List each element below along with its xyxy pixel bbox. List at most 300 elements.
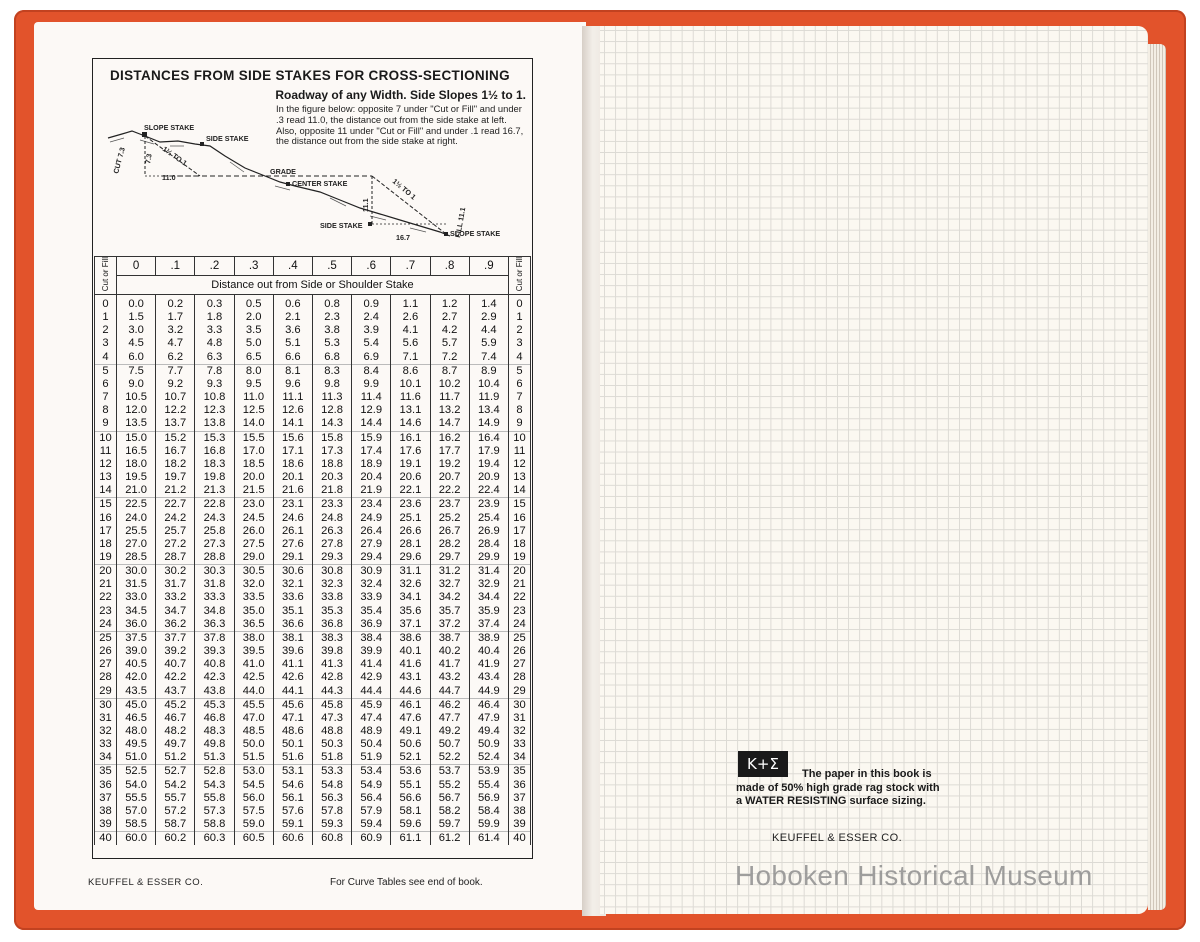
distance-cell: 32.7	[430, 578, 469, 591]
distance-cell: 26.6	[391, 525, 430, 538]
table-row	[95, 551, 531, 565]
distance-cell: 59.9	[469, 818, 508, 832]
row-label-right: 16	[509, 512, 531, 525]
table-row	[95, 364, 531, 378]
distance-cell: 0.6	[273, 295, 312, 312]
table-row	[95, 792, 531, 805]
distance-cell: 29.6	[391, 551, 430, 565]
row-label-left: 10	[95, 431, 117, 445]
distance-cell: 45.0	[117, 698, 156, 712]
table-row	[95, 417, 531, 431]
table-row	[95, 484, 531, 498]
row-label-left: 13	[95, 471, 117, 484]
footer-note: For Curve Tables see end of book.	[330, 877, 483, 888]
row-label-right: 33	[509, 738, 531, 751]
distance-cell: 53.4	[352, 765, 391, 779]
distance-cell: 59.7	[430, 818, 469, 832]
distance-cell: 28.4	[469, 538, 508, 551]
distance-cell: 28.5	[117, 551, 156, 565]
table-row	[95, 738, 531, 751]
distance-cell: 38.4	[352, 631, 391, 645]
distance-cell: 32.6	[391, 578, 430, 591]
row-label-right: 37	[509, 792, 531, 805]
distance-cell: 28.7	[156, 551, 195, 565]
distance-cell: 9.3	[195, 378, 234, 391]
distance-cell: 17.0	[234, 445, 273, 458]
row-label-right: 4	[509, 351, 531, 365]
distance-cell: 33.9	[352, 591, 391, 604]
distance-cell: 15.0	[117, 431, 156, 445]
row-label-left: 0	[95, 295, 117, 312]
distance-cell: 35.4	[352, 605, 391, 618]
distance-cell: 36.5	[234, 618, 273, 632]
distance-cell: 54.0	[117, 779, 156, 792]
distance-cell: 40.8	[195, 658, 234, 671]
distance-cell: 49.8	[195, 738, 234, 751]
side-stake-bottom-marker	[368, 222, 372, 226]
distance-cell: 58.1	[391, 805, 430, 818]
distance-cell: 21.6	[273, 484, 312, 498]
distance-cell: 43.2	[430, 671, 469, 684]
distance-cell: 3.8	[312, 324, 351, 337]
distance-cell: 4.5	[117, 337, 156, 350]
distance-cell: 10.5	[117, 391, 156, 404]
distance-cell: 14.9	[469, 417, 508, 431]
distance-cell: 28.8	[195, 551, 234, 565]
distance-cell: 24.5	[234, 512, 273, 525]
label-slope-right: 1½ TO 1	[390, 176, 418, 202]
row-label-right: 31	[509, 712, 531, 725]
distance-cell: 15.9	[352, 431, 391, 445]
distance-cell: 60.3	[195, 832, 234, 846]
distance-cell: 54.9	[352, 779, 391, 792]
row-label-right: 23	[509, 605, 531, 618]
distance-cell: 52.2	[430, 751, 469, 765]
distance-cell: 52.8	[195, 765, 234, 779]
distance-cell: 47.4	[352, 712, 391, 725]
table-row	[95, 818, 531, 832]
distance-cell: 31.5	[117, 578, 156, 591]
distance-cell: 53.1	[273, 765, 312, 779]
distance-cell: 11.7	[430, 391, 469, 404]
row-label-right: 2	[509, 324, 531, 337]
paper-note	[736, 768, 966, 809]
distance-cell: 36.6	[273, 618, 312, 632]
distance-cell: 28.1	[391, 538, 430, 551]
distance-cell: 50.1	[273, 738, 312, 751]
distance-cell: 25.8	[195, 525, 234, 538]
distance-cell: 43.7	[156, 685, 195, 699]
distance-cell: 30.5	[234, 565, 273, 579]
distance-cell: 17.6	[391, 445, 430, 458]
row-label-left: 31	[95, 712, 117, 725]
paper-note-line-1: The paper in this book is	[802, 768, 932, 780]
row-label-right: 5	[509, 364, 531, 378]
distance-cell: 50.9	[469, 738, 508, 751]
distance-cell: 32.3	[312, 578, 351, 591]
cut-or-fill-header-left: Cut or Fill	[95, 257, 117, 295]
row-label-left: 25	[95, 631, 117, 645]
row-label-right: 12	[509, 458, 531, 471]
distance-cell: 43.5	[117, 685, 156, 699]
distance-cell: 18.3	[195, 458, 234, 471]
distance-cell: 1.8	[195, 311, 234, 324]
distance-cell: 14.7	[430, 417, 469, 431]
distance-cell: 37.7	[156, 631, 195, 645]
row-label-left: 12	[95, 458, 117, 471]
column-header: .5	[312, 257, 351, 276]
row-label-right: 24	[509, 618, 531, 632]
distance-cell: 0.9	[352, 295, 391, 312]
distance-cell: 7.8	[195, 364, 234, 378]
distance-cell: 2.0	[234, 311, 273, 324]
row-label-left: 9	[95, 417, 117, 431]
distance-cell: 39.3	[195, 645, 234, 658]
distance-cell: 11.4	[352, 391, 391, 404]
distance-cell: 35.9	[469, 605, 508, 618]
distance-cell: 36.8	[312, 618, 351, 632]
distance-cell: 12.8	[312, 404, 351, 417]
distance-cell: 26.0	[234, 525, 273, 538]
distance-cell: 46.7	[156, 712, 195, 725]
distance-cell: 15.3	[195, 431, 234, 445]
distance-cell: 28.2	[430, 538, 469, 551]
distance-cell: 14.4	[352, 417, 391, 431]
distance-cell: 53.6	[391, 765, 430, 779]
distance-cell: 15.5	[234, 431, 273, 445]
row-label-right: 20	[509, 565, 531, 579]
distance-cell: 7.1	[391, 351, 430, 365]
distance-cell: 18.9	[352, 458, 391, 471]
label-center-stake: CENTER STAKE	[292, 179, 348, 188]
distance-cell: 36.2	[156, 618, 195, 632]
distance-cell: 17.7	[430, 445, 469, 458]
distance-cell: 25.2	[430, 512, 469, 525]
distance-cell: 40.5	[117, 658, 156, 671]
distance-cell: 24.0	[117, 512, 156, 525]
distance-cell: 1.5	[117, 311, 156, 324]
label-dist-left: 11.0	[162, 173, 176, 182]
label-slope-stake-left: SLOPE STAKE	[144, 123, 195, 132]
distance-cell: 20.9	[469, 471, 508, 484]
distance-cell: 22.2	[430, 484, 469, 498]
distance-cell: 2.4	[352, 311, 391, 324]
row-label-left: 8	[95, 404, 117, 417]
row-label-left: 7	[95, 391, 117, 404]
distance-cell: 21.2	[156, 484, 195, 498]
distance-cell: 57.0	[117, 805, 156, 818]
table-row	[95, 391, 531, 404]
label-dist-right: 16.7	[396, 233, 410, 242]
row-label-right: 21	[509, 578, 531, 591]
row-label-right: 25	[509, 631, 531, 645]
distance-cell: 34.7	[156, 605, 195, 618]
distance-cell: 2.9	[469, 311, 508, 324]
distance-cell: 55.8	[195, 792, 234, 805]
distance-cell: 41.6	[391, 658, 430, 671]
distance-cell: 0.0	[117, 295, 156, 312]
distance-cell: 10.2	[430, 378, 469, 391]
distance-cell: 56.6	[391, 792, 430, 805]
distance-cell: 48.0	[117, 725, 156, 738]
distance-cell: 3.6	[273, 324, 312, 337]
distance-cell: 14.1	[273, 417, 312, 431]
table-row	[95, 458, 531, 471]
distance-cell: 12.5	[234, 404, 273, 417]
distance-cell: 56.4	[352, 792, 391, 805]
distance-cell: 9.2	[156, 378, 195, 391]
distance-cell: 27.0	[117, 538, 156, 551]
distance-cell: 39.9	[352, 645, 391, 658]
table-row	[95, 658, 531, 671]
row-label-right: 34	[509, 751, 531, 765]
table-row	[95, 698, 531, 712]
distance-cell: 50.7	[430, 738, 469, 751]
row-label-right: 8	[509, 404, 531, 417]
distance-cell: 55.7	[156, 792, 195, 805]
distance-cell: 49.5	[117, 738, 156, 751]
distance-cell: 44.9	[469, 685, 508, 699]
distance-cell: 13.2	[430, 404, 469, 417]
row-label-left: 33	[95, 738, 117, 751]
distance-cell: 57.9	[352, 805, 391, 818]
distance-cell: 44.4	[352, 685, 391, 699]
distance-cell: 51.8	[312, 751, 351, 765]
distance-cell: 25.4	[469, 512, 508, 525]
side-stake-top-marker	[200, 142, 204, 146]
distance-cell: 49.7	[156, 738, 195, 751]
distance-cell: 33.2	[156, 591, 195, 604]
column-header: .4	[273, 257, 312, 276]
distance-cell: 30.9	[352, 565, 391, 579]
row-label-right: 9	[509, 417, 531, 431]
distance-cell: 60.0	[117, 832, 156, 846]
distance-cell: 51.3	[195, 751, 234, 765]
table-row	[95, 378, 531, 391]
distance-table-container	[94, 256, 531, 866]
distance-cell: 18.5	[234, 458, 273, 471]
distance-cell: 59.0	[234, 818, 273, 832]
table-row	[95, 805, 531, 818]
row-label-left: 28	[95, 671, 117, 684]
distance-cell: 2.6	[391, 311, 430, 324]
distance-cell: 45.5	[234, 698, 273, 712]
table-row	[95, 779, 531, 792]
paper-note-line-3: a WATER RESISTING surface sizing.	[736, 795, 926, 807]
distance-cell: 27.3	[195, 538, 234, 551]
row-label-right: 10	[509, 431, 531, 445]
distance-cell: 34.5	[117, 605, 156, 618]
distance-cell: 37.4	[469, 618, 508, 632]
table-row	[95, 404, 531, 417]
distance-cell: 27.2	[156, 538, 195, 551]
row-label-left: 30	[95, 698, 117, 712]
table-row	[95, 337, 531, 350]
distance-cell: 56.7	[430, 792, 469, 805]
distance-cell: 44.0	[234, 685, 273, 699]
distance-cell: 16.2	[430, 431, 469, 445]
distance-cell: 54.8	[312, 779, 351, 792]
distance-cell: 29.4	[352, 551, 391, 565]
distance-cell: 2.7	[430, 311, 469, 324]
distance-cell: 45.9	[352, 698, 391, 712]
distance-cell: 4.2	[430, 324, 469, 337]
distance-cell: 1.7	[156, 311, 195, 324]
distance-cell: 21.8	[312, 484, 351, 498]
row-label-left: 27	[95, 658, 117, 671]
distance-cell: 31.7	[156, 578, 195, 591]
distance-cell: 10.8	[195, 391, 234, 404]
row-label-right: 6	[509, 378, 531, 391]
distance-cell: 4.7	[156, 337, 195, 350]
cross-section-diagram	[100, 116, 530, 252]
distance-cell: 25.1	[391, 512, 430, 525]
distance-cell: 17.4	[352, 445, 391, 458]
row-label-right: 11	[509, 445, 531, 458]
distance-cell: 6.9	[352, 351, 391, 365]
distance-cell: 41.1	[273, 658, 312, 671]
distance-cell: 24.6	[273, 512, 312, 525]
distance-cell: 3.3	[195, 324, 234, 337]
distance-cell: 40.1	[391, 645, 430, 658]
row-label-right: 27	[509, 658, 531, 671]
distance-cell: 50.4	[352, 738, 391, 751]
distance-cell: 10.1	[391, 378, 430, 391]
table-row	[95, 525, 531, 538]
row-label-right: 32	[509, 725, 531, 738]
distance-cell: 30.3	[195, 565, 234, 579]
distance-cell: 58.7	[156, 818, 195, 832]
row-label-left: 36	[95, 779, 117, 792]
distance-cell: 32.0	[234, 578, 273, 591]
distance-cell: 19.5	[117, 471, 156, 484]
distance-cell: 1.1	[391, 295, 430, 312]
row-label-left: 37	[95, 792, 117, 805]
column-header: .7	[391, 257, 430, 276]
column-header: .9	[469, 257, 508, 276]
row-label-right: 13	[509, 471, 531, 484]
table-row	[95, 445, 531, 458]
distance-cell: 52.7	[156, 765, 195, 779]
distance-cell: 8.4	[352, 364, 391, 378]
distance-cell: 23.7	[430, 498, 469, 512]
distance-cell: 32.9	[469, 578, 508, 591]
distance-cell: 51.9	[352, 751, 391, 765]
distance-cell: 47.7	[430, 712, 469, 725]
distance-cell: 22.7	[156, 498, 195, 512]
distance-cell: 14.0	[234, 417, 273, 431]
distance-cell: 56.3	[312, 792, 351, 805]
row-label-left: 5	[95, 364, 117, 378]
distance-cell: 16.8	[195, 445, 234, 458]
table-row	[95, 631, 531, 645]
distance-cell: 23.1	[273, 498, 312, 512]
distance-cell: 6.6	[273, 351, 312, 365]
distance-cell: 26.4	[352, 525, 391, 538]
slope-stake-right-marker	[444, 232, 448, 236]
row-label-left: 14	[95, 484, 117, 498]
distance-cell: 41.0	[234, 658, 273, 671]
distance-cell: 14.6	[391, 417, 430, 431]
row-label-right: 26	[509, 645, 531, 658]
distance-cell: 42.3	[195, 671, 234, 684]
distance-cell: 3.0	[117, 324, 156, 337]
table-row	[95, 725, 531, 738]
distance-cell: 16.1	[391, 431, 430, 445]
distance-cell: 38.1	[273, 631, 312, 645]
distance-cell: 50.0	[234, 738, 273, 751]
distance-cell: 47.3	[312, 712, 351, 725]
distance-cell: 8.3	[312, 364, 351, 378]
table-row	[95, 765, 531, 779]
distance-cell: 38.9	[469, 631, 508, 645]
table-row	[95, 578, 531, 591]
center-stake-marker	[286, 182, 290, 186]
distance-cell: 58.4	[469, 805, 508, 818]
distance-cell: 53.3	[312, 765, 351, 779]
distance-cell: 33.0	[117, 591, 156, 604]
row-label-left: 23	[95, 605, 117, 618]
table-row	[95, 311, 531, 324]
distance-cell: 46.8	[195, 712, 234, 725]
distance-cell: 47.9	[469, 712, 508, 725]
distance-cell: 42.2	[156, 671, 195, 684]
distance-cell: 60.9	[352, 832, 391, 846]
distance-cell: 50.6	[391, 738, 430, 751]
distance-cell: 27.5	[234, 538, 273, 551]
distance-cell: 27.6	[273, 538, 312, 551]
distance-cell: 20.3	[312, 471, 351, 484]
row-label-right: 14	[509, 484, 531, 498]
distance-cell: 12.6	[273, 404, 312, 417]
distance-cell: 30.8	[312, 565, 351, 579]
distance-cell: 36.9	[352, 618, 391, 632]
distance-cell: 35.1	[273, 605, 312, 618]
row-label-left: 17	[95, 525, 117, 538]
distance-cell: 24.8	[312, 512, 351, 525]
distance-cell: 5.7	[430, 337, 469, 350]
distance-cell: 43.4	[469, 671, 508, 684]
distance-cell: 39.0	[117, 645, 156, 658]
distance-cell: 7.7	[156, 364, 195, 378]
distance-cell: 59.3	[312, 818, 351, 832]
distance-cell: 5.3	[312, 337, 351, 350]
distance-cell: 47.0	[234, 712, 273, 725]
distance-cell: 58.2	[430, 805, 469, 818]
distance-cell: 42.5	[234, 671, 273, 684]
distance-cell: 33.5	[234, 591, 273, 604]
distance-cell: 33.6	[273, 591, 312, 604]
page-edges	[1148, 44, 1166, 910]
distance-cell: 61.1	[391, 832, 430, 846]
distance-cell: 22.5	[117, 498, 156, 512]
row-label-left: 6	[95, 378, 117, 391]
distance-cell: 21.5	[234, 484, 273, 498]
distance-cell: 8.7	[430, 364, 469, 378]
row-label-left: 39	[95, 818, 117, 832]
distance-cell: 23.0	[234, 498, 273, 512]
distance-cell: 3.9	[352, 324, 391, 337]
distance-cell: 30.2	[156, 565, 195, 579]
row-label-right: 18	[509, 538, 531, 551]
distance-cell: 3.2	[156, 324, 195, 337]
table-row	[95, 324, 531, 337]
distance-cell: 22.8	[195, 498, 234, 512]
table-row	[95, 431, 531, 445]
distance-cell: 52.4	[469, 751, 508, 765]
distance-cell: 34.8	[195, 605, 234, 618]
distance-cell: 36.3	[195, 618, 234, 632]
